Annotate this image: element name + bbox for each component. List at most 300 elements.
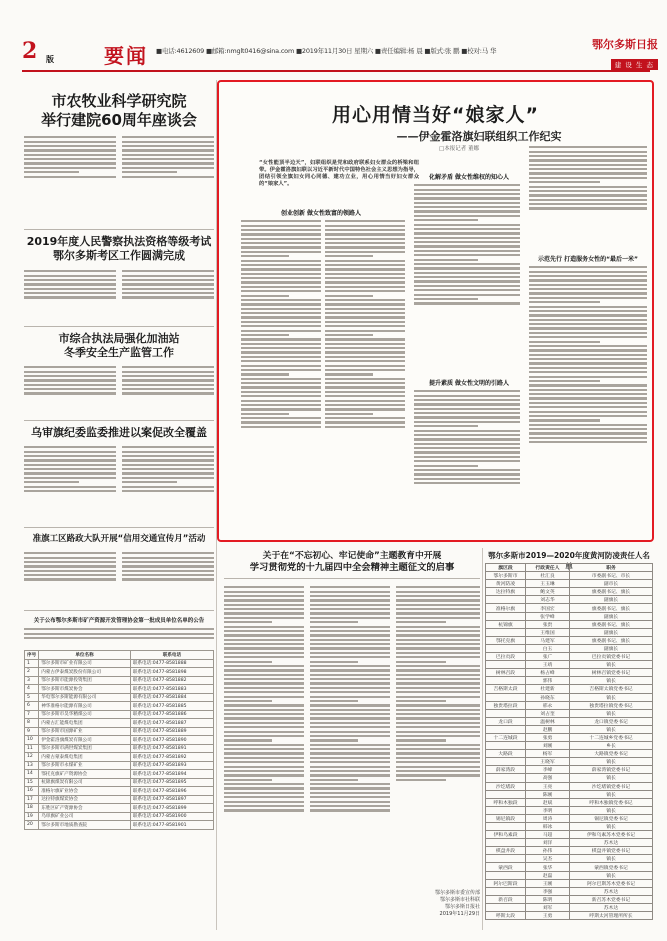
text-line [529,393,647,395]
text-line [24,464,116,466]
text-line [414,469,520,471]
text-line [24,371,116,373]
table-cell [486,612,526,620]
text-line [325,356,405,358]
text-line [310,787,390,789]
table-row [25,770,214,779]
table-cell: 薛家湾段 [486,766,526,774]
text-line [310,674,390,676]
text-line [325,373,373,375]
table-cell: 树林召镇党委书记 [570,669,653,677]
text-line [310,604,390,606]
table-cell: 联系电话:0477-8581889 [130,727,213,736]
text-line [414,421,520,423]
table-row [486,912,653,920]
text-line [224,792,304,794]
table-row [25,693,214,702]
text-line [414,259,478,261]
table-cell: 16 [25,787,39,796]
signature-line: 鄂尔多斯市委宣传部 [434,890,480,896]
text-line [414,438,520,440]
text-line [529,279,647,281]
text-line [396,770,480,772]
table-row [486,806,653,814]
text-line [224,809,304,811]
table-row [25,812,214,821]
text-line [325,391,405,393]
text-line [241,356,321,358]
text-line [325,321,405,323]
text-line [241,295,289,297]
text-line [241,308,321,310]
table-cell: 联系电话:0477-8581884 [130,693,213,702]
text-line [224,591,304,593]
article-headline-1[interactable] [24,92,214,130]
text-line [241,325,321,327]
text-line [24,565,116,567]
text-line [310,752,390,754]
notice-headline[interactable] [224,550,480,574]
table-cell: 联系电话:0477-8581890 [130,736,213,745]
table-cell: 李国宏 [526,604,570,612]
notice-title[interactable]: 关于公布鄂尔多斯市矿产资源开发管理协会第一批成员单位名单的公告 [33,618,205,624]
table-header: 旗区段 [486,564,526,572]
notice-signature [396,890,480,918]
table-cell [486,758,526,766]
text-line [414,425,478,427]
table-row [486,653,653,661]
text-line [529,419,600,421]
text-line [414,232,520,234]
text-line [24,446,116,448]
text-line [325,400,405,402]
text-line [241,395,321,397]
text-line [325,382,405,384]
table-cell: 龙口镇党委书记 [570,717,653,725]
table-cell: 赵鹏 [526,725,570,733]
text-line [414,263,520,265]
text-line [224,752,304,754]
table-cell: 杨占峰 [526,669,570,677]
text-line [396,599,480,601]
article-headline-2[interactable] [24,235,214,263]
text-line [122,136,214,138]
text-line [414,430,520,432]
text-line [241,251,321,253]
table-cell: 镇长 [570,709,653,717]
text-line [310,774,390,776]
text-line [396,661,446,663]
text-line [310,691,390,693]
text-line [396,696,480,698]
text-line [241,404,321,406]
text-line [325,316,405,318]
table-cell [486,774,526,782]
text-line [396,665,480,667]
table-cell: 东胜区矿产资源协会 [39,804,131,813]
text-line [224,805,304,807]
text-line [310,678,390,680]
text-line [24,141,116,143]
text-line [24,375,116,377]
table-cell: 9 [25,727,39,736]
feature-article-box[interactable] [217,80,654,542]
table-cell: 6 [25,702,39,711]
text-line [414,276,520,278]
table-cell: 联系电话:0477-8581899 [130,804,213,813]
table-cell: 鄂尔多斯市煤炭协会 [39,685,131,694]
text-line [241,316,321,318]
feature-body [325,218,405,536]
text-line [414,193,520,195]
divider [24,527,214,528]
text-line [529,284,647,286]
table-row [486,823,653,831]
text-line [122,486,214,488]
text-line [325,312,405,314]
table-cell: 新召苏木党委书记 [570,895,653,903]
text-line [241,408,321,410]
text-line [24,574,116,576]
text-line [224,595,304,597]
text-line [414,473,520,475]
text-line [325,417,405,419]
table-cell: 15 [25,778,39,787]
text-line [241,426,321,428]
text-line [122,481,177,483]
table-cell: 王勇 [526,912,570,920]
table-row [486,847,653,855]
text-line [224,661,272,663]
table-cell: 鄂尔多斯市永煤矿业 [39,761,131,770]
table-cell [486,596,526,604]
table-row [25,795,214,804]
text-line [224,726,304,728]
table-cell: 联系电话:0477-8581887 [130,719,213,728]
text-line [24,455,116,457]
text-line [24,477,116,479]
text-line [396,656,480,658]
text-line [310,731,390,733]
text-line [224,604,304,606]
text-line [24,270,116,272]
text-line [24,628,214,630]
text-line [224,647,304,649]
text-line [396,713,480,715]
text-line [325,246,405,248]
text-line [241,369,321,371]
text-line [224,599,304,601]
text-line [24,392,116,394]
table-row [486,863,653,871]
text-line [310,801,390,803]
headline-line: 举行建院60周年座谈会 [41,111,197,129]
table-cell: 鄂尔多斯市满世煤炭集团 [39,744,131,753]
text-line [414,250,520,252]
text-line [122,292,214,294]
table-cell: 联系电话:0477-8581896 [130,787,213,796]
table-cell: 18 [25,804,39,813]
table-cell: 鄂尔多斯市 [486,572,526,580]
text-line [325,281,405,283]
table-row [486,903,653,911]
article-body [122,268,214,318]
text-line [122,270,214,272]
text-line [122,158,214,160]
text-line [310,726,390,728]
divider [24,610,214,611]
table-cell: 镇长 [570,806,653,814]
text-line [414,202,520,204]
headline-line: 2019年度人民警察执法资格等级考试 [26,235,212,248]
article-body [24,550,116,602]
table-cell: 赵磊 [526,871,570,879]
text-line [529,314,647,316]
text-line [24,275,116,277]
table-row [486,855,653,863]
text-line [325,277,405,279]
text-line [122,279,214,281]
text-line [241,303,321,305]
table-row [486,871,653,879]
text-line [24,570,116,572]
text-line [241,347,321,349]
text-line [325,347,405,349]
table-cell: 大路镇党委书记 [570,750,653,758]
text-line [414,460,520,462]
text-line [24,167,116,169]
text-line [224,731,304,733]
table-row [25,668,214,677]
table-cell [486,725,526,733]
text-line [325,251,405,253]
text-line [310,722,390,724]
text-line [529,164,647,166]
table-cell: 5 [25,693,39,702]
table-cell: 蒙西镇党委书记 [570,863,653,871]
table-cell: 镇长 [570,871,653,879]
text-line [24,578,116,580]
table-cell: 20 [25,821,39,830]
table-cell: 镇长 [570,725,653,733]
text-line [24,557,116,559]
table-row [25,676,214,685]
text-line [241,264,321,266]
table-title: 鄂尔多斯市2019—2020年度黄河防凌责任人名单 [488,551,650,571]
text-line [325,229,405,231]
table-cell: 锡尼镇党委书记 [570,814,653,822]
text-line [396,757,480,759]
text-line [529,275,647,277]
text-line [241,268,321,270]
text-line [241,273,321,275]
text-line [224,656,304,658]
table-cell: 邢永 [526,701,570,709]
table-cell: 联系电话:0477-8581900 [130,812,213,821]
table-header: 单位名称 [39,651,131,660]
article-headline-3[interactable] [24,332,214,360]
text-line [529,432,647,434]
table-cell: 巴拉贡段 [486,653,526,661]
table-cell: 市委副书记、市长 [570,572,653,580]
text-line [310,621,358,623]
text-line [325,303,405,305]
headline-line: 冬季安全生产监管工作 [64,346,174,359]
text-line [241,417,321,419]
table-cell: 马建军 [526,636,570,644]
text-line [529,441,647,443]
text-line [529,406,647,408]
text-line [224,639,304,641]
text-line [396,652,480,654]
text-line [241,338,321,340]
text-line [24,176,116,178]
table-cell: 旗委副书记、旗长 [570,636,653,644]
text-line [310,652,390,654]
header-rule [22,70,650,72]
page-suffix: 版 [46,55,54,64]
text-line [24,149,116,151]
text-line [122,275,214,277]
text-line [396,700,446,702]
text-line [310,682,390,684]
text-line [241,260,321,262]
text-line [396,717,480,719]
text-line [529,199,647,201]
text-line [414,478,520,480]
text-line [396,595,480,597]
text-line [529,384,647,386]
text-line [325,290,405,292]
table-cell: 联系电话:0477-8581895 [130,778,213,787]
table-row [486,588,653,596]
text-line [310,770,390,772]
text-line [241,242,321,244]
text-line [122,557,214,559]
table-cell: 1 [25,659,39,668]
table-cell: 王亮 [526,782,570,790]
table-cell: 联系电话:0477-8581897 [130,795,213,804]
headline-line: 市农牧业科学研究院 [51,92,187,110]
text-line [224,674,304,676]
text-line [241,277,321,279]
text-line [310,586,390,588]
text-line [24,451,116,453]
text-line [529,168,647,170]
text-line [396,687,480,689]
text-line [241,351,321,353]
text-line [396,744,480,746]
text-line [325,220,405,222]
text-line [241,373,289,375]
table-cell [486,677,526,685]
text-line [396,604,480,606]
text-line [241,225,321,227]
text-line [325,408,405,410]
text-line [396,647,480,649]
table-cell: 马超 [526,831,570,839]
table-cell: 联系电话:0477-8581898 [130,668,213,677]
text-line [122,154,214,156]
text-line [325,242,405,244]
text-line [310,757,390,759]
text-line [325,360,405,362]
text-line [310,647,390,649]
text-line [529,297,647,299]
table-cell: 周涛 [526,814,570,822]
text-line [414,241,520,243]
text-line [414,412,520,414]
text-line [224,700,272,702]
feature-subhead-4: 示范先行 打造服务女性的“最后一米” [538,256,638,263]
feature-body [529,264,647,536]
text-line [24,279,116,281]
header-meta: ■电话:4612609 ■邮箱:nmglt0416@sina.com ■2019年11月30日 星期六 ■责任编辑:杨 晨 ■版式:张 鹏 ■校对:马 华 [156,47,497,55]
text-line [414,267,520,269]
text-line [224,757,304,759]
text-line [122,570,214,572]
table-row [486,644,653,652]
table-row [486,879,653,887]
text-line [529,424,647,426]
table-cell: 呼斯太段 [486,912,526,920]
table-cell: 准格尔旗 [486,604,526,612]
table-row [25,787,214,796]
text-line [414,254,520,256]
text-line [310,809,390,811]
text-line [122,366,214,368]
feature-body [414,182,520,372]
text-line [396,748,480,750]
text-line [24,637,214,639]
article-headline-5[interactable]: 准旗工区路政大队开展“信用交通宣传月”活动 [32,534,206,544]
table-cell: 刘洋 [526,839,570,847]
table-cell: 吴杰 [526,855,570,863]
text-line [24,459,116,461]
text-line [414,184,520,186]
table-row [486,677,653,685]
table-cell: 旗委副书记、旗长 [570,588,653,596]
text-line [122,552,214,554]
text-line [529,376,647,378]
text-line [241,312,321,314]
text-line [414,219,478,221]
text-line [414,302,520,304]
text-line [396,612,480,614]
table-header: 职务 [570,564,653,572]
table-row [486,596,653,604]
table-cell: 王维国 [526,628,570,636]
text-line [122,288,214,290]
table-cell: 杜建新 [526,685,570,693]
article-headline-4[interactable]: 乌审旗纪委监委推进以案促改全覆盖 [31,426,207,439]
text-line [325,260,405,262]
table-cell: 副旗长 [570,596,653,604]
responsibility-table [485,563,653,920]
text-line [529,207,647,209]
table-cell [486,887,526,895]
table-row [486,620,653,628]
text-line [414,237,520,239]
text-line [310,792,390,794]
table-row [486,669,653,677]
table-cell [486,742,526,750]
table-cell: 镇长 [570,693,653,701]
table-cell: 沙圪堵段 [486,782,526,790]
table-cell: 张广 [526,653,570,661]
text-line [310,617,390,619]
table-cell: 联系电话:0477-8581893 [130,761,213,770]
